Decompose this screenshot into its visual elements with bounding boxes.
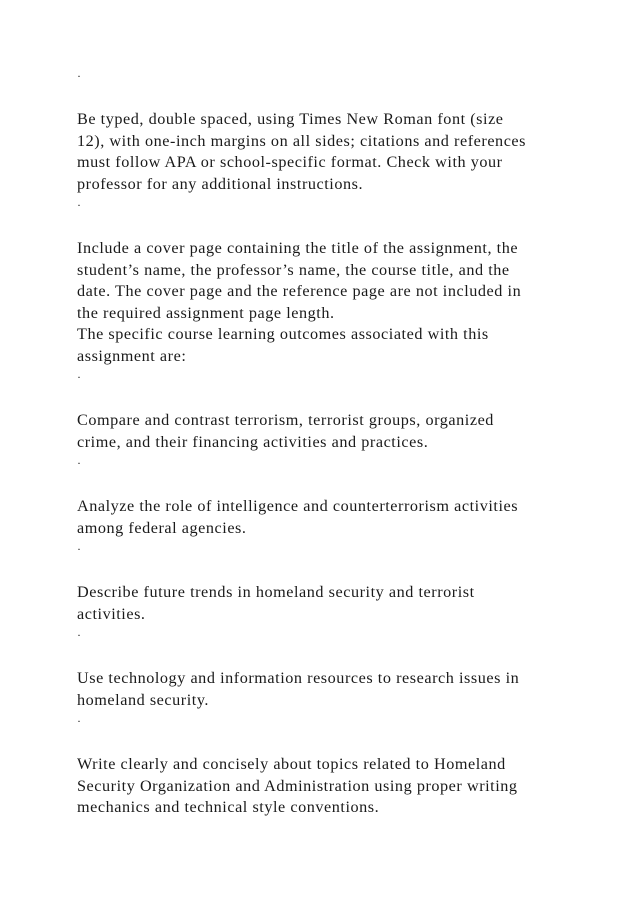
text-line: Compare and contrast terrorism, terrorist groups, organized: [77, 411, 494, 429]
bullet-marker: ·: [77, 69, 82, 83]
bullet-marker: ·: [77, 370, 82, 384]
paragraph-spacer: [77, 733, 577, 755]
text-line: activities.: [77, 604, 146, 623]
text-line: date. The cover page and the reference page are not included in: [77, 282, 522, 300]
text-line: Be typed, double spaced, using Times New Roman font (size: [77, 110, 504, 128]
text-line: student’s name, the professor’s name, the course title, and the: [77, 260, 510, 279]
paragraph-spacer: [77, 475, 577, 497]
text-line: Analyze the role of intelligence and counterterrorism activities: [77, 497, 519, 515]
paragraph: [77, 668, 577, 711]
paragraph: [77, 754, 577, 819]
bullet-marker: ·: [77, 456, 82, 470]
document-body: [77, 66, 577, 819]
text-line: assignment are:: [77, 346, 187, 365]
text-line: the required assignment page length.: [77, 303, 335, 322]
paragraph: [77, 238, 577, 367]
text-line: The specific course learning outcomes associated with this: [77, 325, 489, 343]
text-line: Security Organization and Administration using proper writing: [77, 776, 518, 795]
paragraph: [77, 410, 577, 453]
bullet-marker: ·: [77, 628, 82, 642]
paragraph-spacer: [77, 561, 577, 583]
text-line: Write clearly and concisely about topics related to Homeland: [77, 755, 506, 773]
paragraph-spacer: [77, 217, 577, 239]
text-line: among federal agencies.: [77, 518, 247, 537]
text-line: crime, and their financing activities and practices.: [77, 432, 429, 451]
text-line: Include a cover page containing the title of the assignment, the: [77, 239, 519, 257]
paragraph: [77, 496, 577, 539]
bullet-marker: ·: [77, 542, 82, 556]
paragraph-spacer: [77, 647, 577, 669]
text-line: 12), with one-inch margins on all sides; citations and references: [77, 131, 527, 150]
paragraph: [77, 582, 577, 625]
paragraph: [77, 109, 577, 195]
text-line: professor for any additional instructions.: [77, 174, 364, 193]
text-line: homeland security.: [77, 690, 210, 709]
text-line: Describe future trends in homeland security and terrorist: [77, 583, 475, 601]
paragraph-spacer: [77, 88, 577, 110]
text-line: mechanics and technical style conventions.: [77, 798, 380, 816]
text-line: Use technology and information resources to research issues in: [77, 669, 520, 687]
paragraph-spacer: [77, 389, 577, 411]
text-line: must follow APA or school-specific format. Check with your: [77, 153, 503, 171]
bullet-marker: ·: [77, 714, 82, 728]
bullet-marker: ·: [77, 198, 82, 212]
